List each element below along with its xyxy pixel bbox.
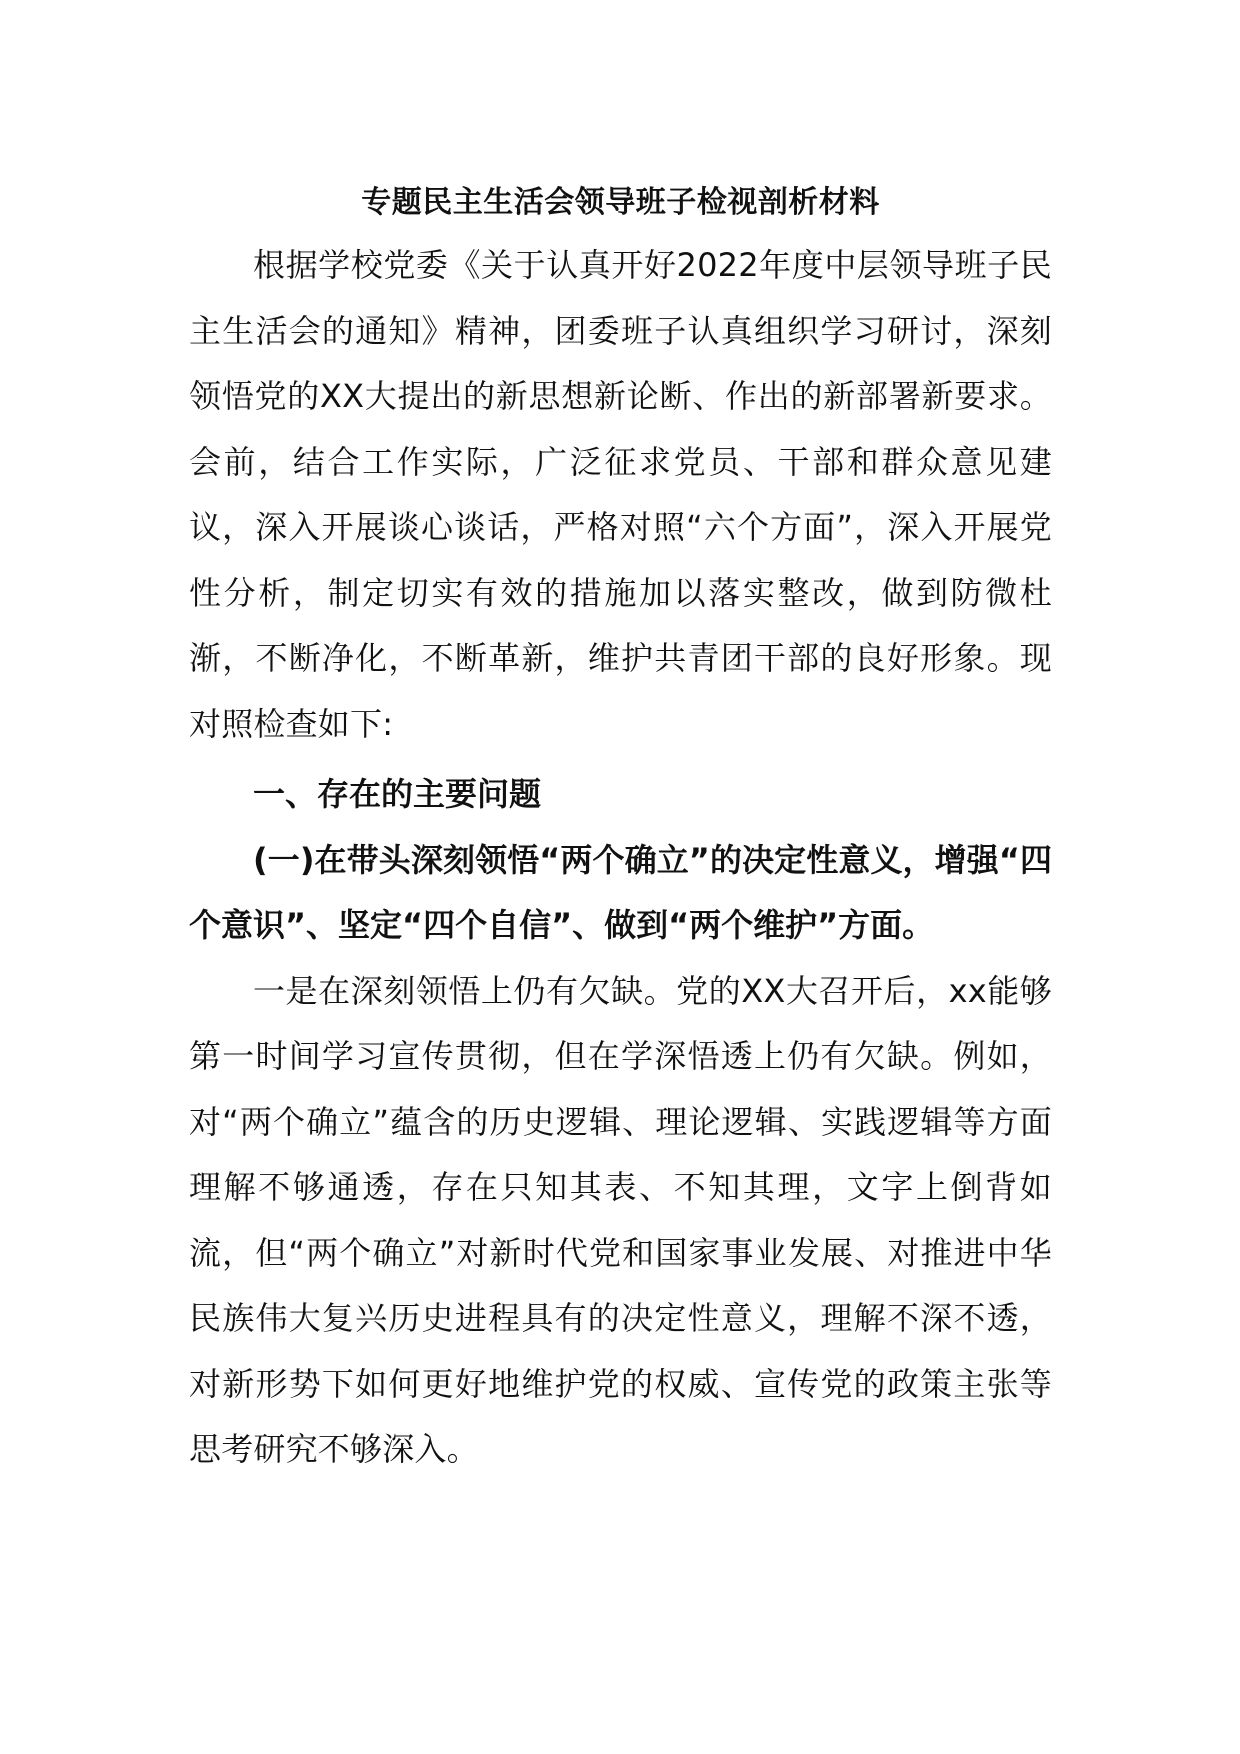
- intro-paragraph: 根据学校党委《关于认真开好2022年度中层领导班子民主生活会的通知》精神，团委班子认真组织学习研讨，深刻领悟党的XX大提出的新思想新论断、作出的新部署新要求。会前，结合工作实际，广泛征求党员、干部和群众意见建议，深入开展谈心谈话，严格对照“六个方面”，深入开展党性分析，制定切实有效的措施加以落实整改，做到防微杜渐，不断净化，不断革新，维护共青团干部的良好形象。现对照检查如下:: [189, 246, 1052, 743]
- document-body: [189, 178, 1052, 1483]
- subsection-heading: (一)在带头深刻领悟“两个确立”的决定性意义，增强“四个意识”、坚定“四个自信”、做到“两个维护”方面。: [189, 840, 1052, 944]
- document-title: 专题民主生活会领导班子检视剖析材料: [361, 185, 880, 220]
- section-heading: 一、存在的主要问题: [253, 775, 542, 813]
- body-paragraph: 一是在深刻领悟上仍有欠缺。党的XX大召开后，xx能够第一时间学习宣传贯彻，但在学深悟透上仍有欠缺。例如，对“两个确立”蕴含的历史逻辑、理论逻辑、实践逻辑等方面理解不够通透，存在只知其表、不知其理，文字上倒背如流，但“两个确立”对新时代党和国家事业发展、对推进中华民族伟大复兴历史进程具有的决定性意义，理解不深不透，对新形势下如何更好地维护党的权威、宣传党的政策主张等思考研究不够深入。: [189, 971, 1052, 1468]
